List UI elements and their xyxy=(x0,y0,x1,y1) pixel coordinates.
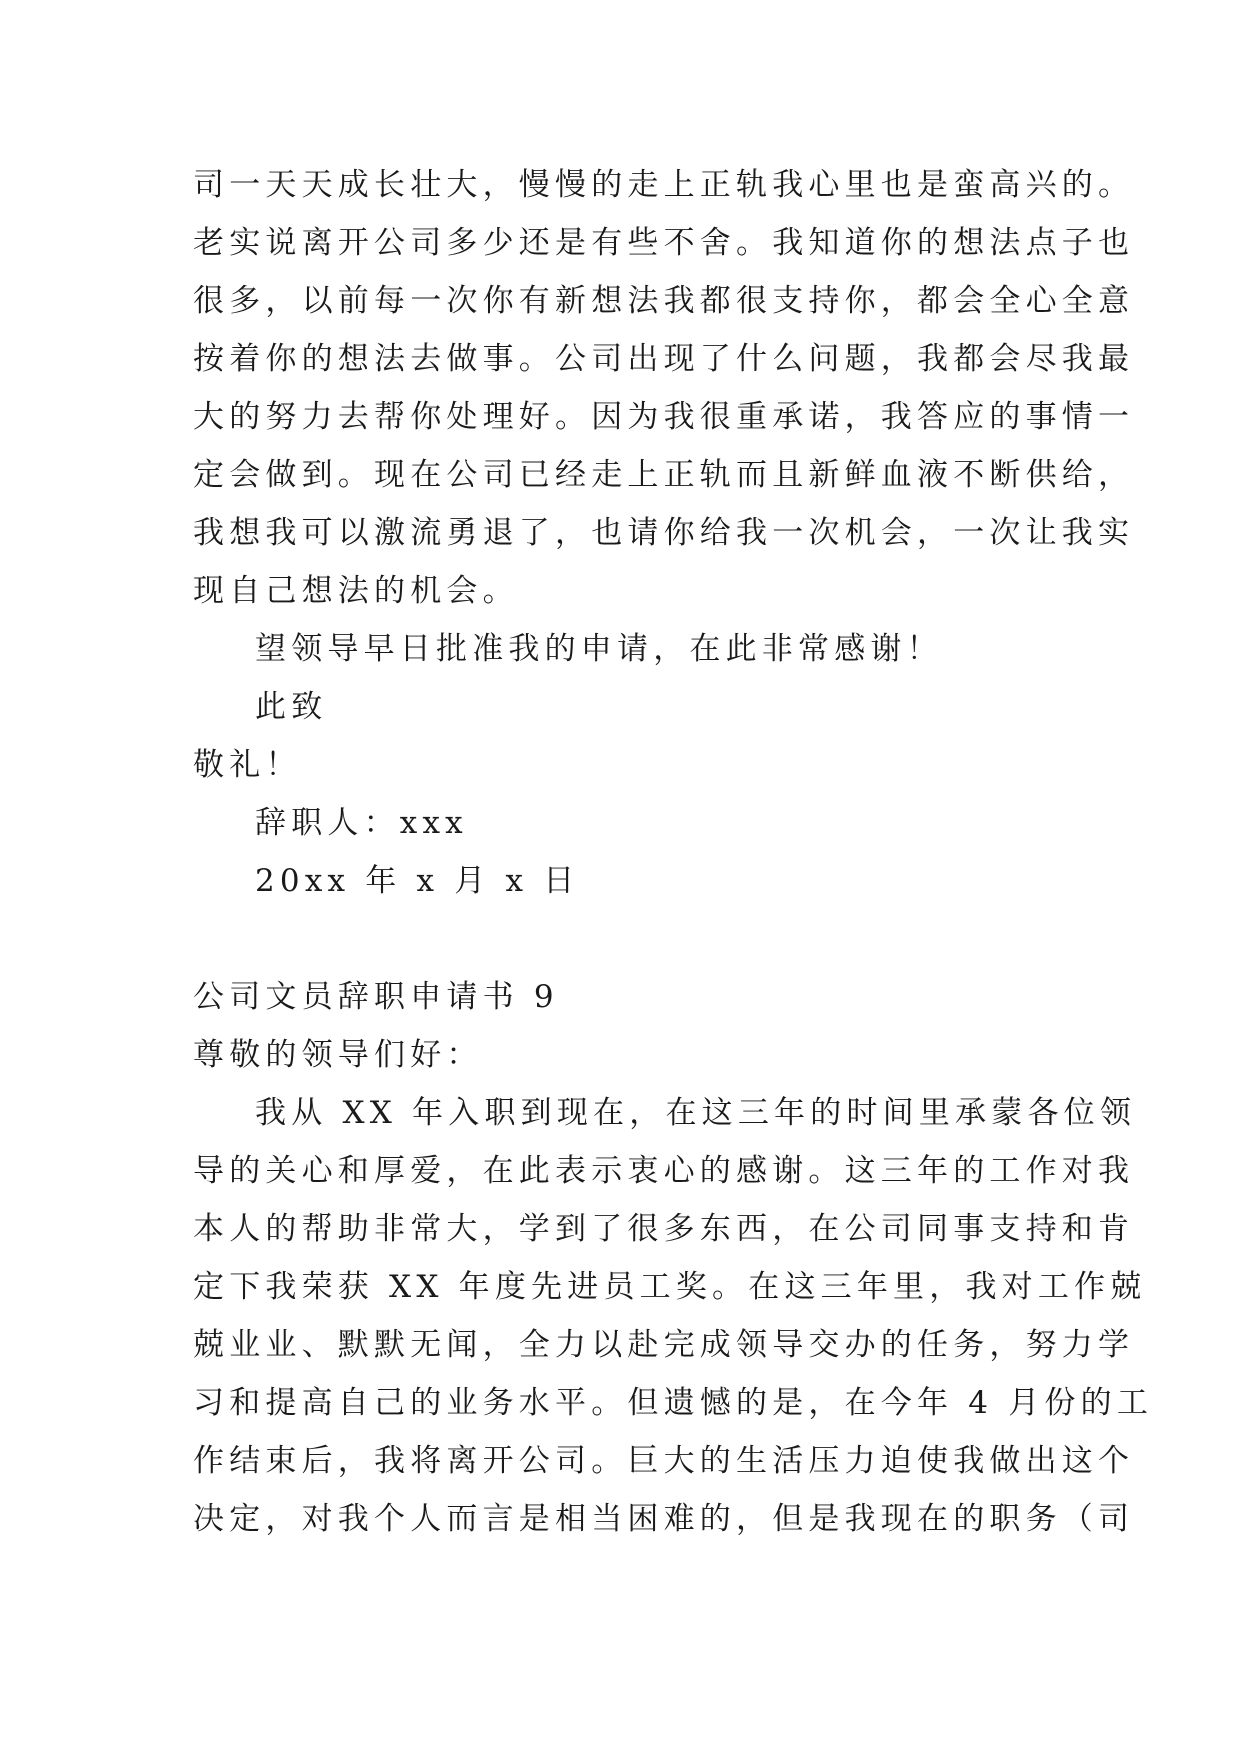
body-line: 决定，对我个人而言是相当困难的，但是我现在的职务（司 xyxy=(193,1501,1135,1537)
body-line: 我想我可以激流勇退了，也请你给我一次机会，一次让我实 xyxy=(193,515,1135,551)
body-line: 我从 XX 年入职到现在，在这三年的时间里承蒙各位领 xyxy=(255,1095,1137,1131)
body-line: 很多，以前每一次你有新想法我都很支持你，都会全心全意 xyxy=(193,283,1135,319)
letter-date: 20xx 年 x 月 x 日 xyxy=(255,863,580,899)
body-line: 现自己想法的机会。 xyxy=(193,573,519,609)
greeting: 尊敬的领导们好： xyxy=(193,1037,483,1073)
body-line: 大的努力去帮你处理好。因为我很重承诺，我答应的事情一 xyxy=(193,399,1135,435)
signature: 辞职人：xxx xyxy=(255,805,468,841)
body-line: 导的关心和厚爱，在此表示衷心的感谢。这三年的工作对我 xyxy=(193,1153,1135,1189)
body-line: 兢业业、默默无闻，全力以赴完成领导交办的任务，努力学 xyxy=(193,1327,1135,1363)
body-line: 定下我荣获 XX 年度先进员工奖。在这三年里，我对工作兢 xyxy=(193,1269,1147,1305)
body-line: 本人的帮助非常大，学到了很多东西，在公司同事支持和肯 xyxy=(193,1211,1135,1247)
body-line: 老实说离开公司多少还是有些不舍。我知道你的想法点子也 xyxy=(193,225,1135,261)
closing-request: 望领导早日批准我的申请，在此非常感谢！ xyxy=(255,631,943,667)
regards: 敬礼！ xyxy=(193,747,302,783)
body-line: 司一天天成长壮大，慢慢的走上正轨我心里也是蛮高兴的。 xyxy=(193,167,1135,203)
body-line: 作结束后，我将离开公司。巨大的生活压力迫使我做出这个 xyxy=(193,1443,1135,1479)
body-line: 按着你的想法去做事。公司出现了什么问题，我都会尽我最 xyxy=(193,341,1135,377)
salutation: 此致 xyxy=(255,689,328,725)
letter-title: 公司文员辞职申请书 9 xyxy=(193,979,559,1015)
body-line: 定会做到。现在公司已经走上正轨而且新鲜血液不断供给， xyxy=(193,457,1135,493)
body-line: 习和提高自己的业务水平。但遗憾的是，在今年 4 月份的工 xyxy=(193,1385,1154,1421)
